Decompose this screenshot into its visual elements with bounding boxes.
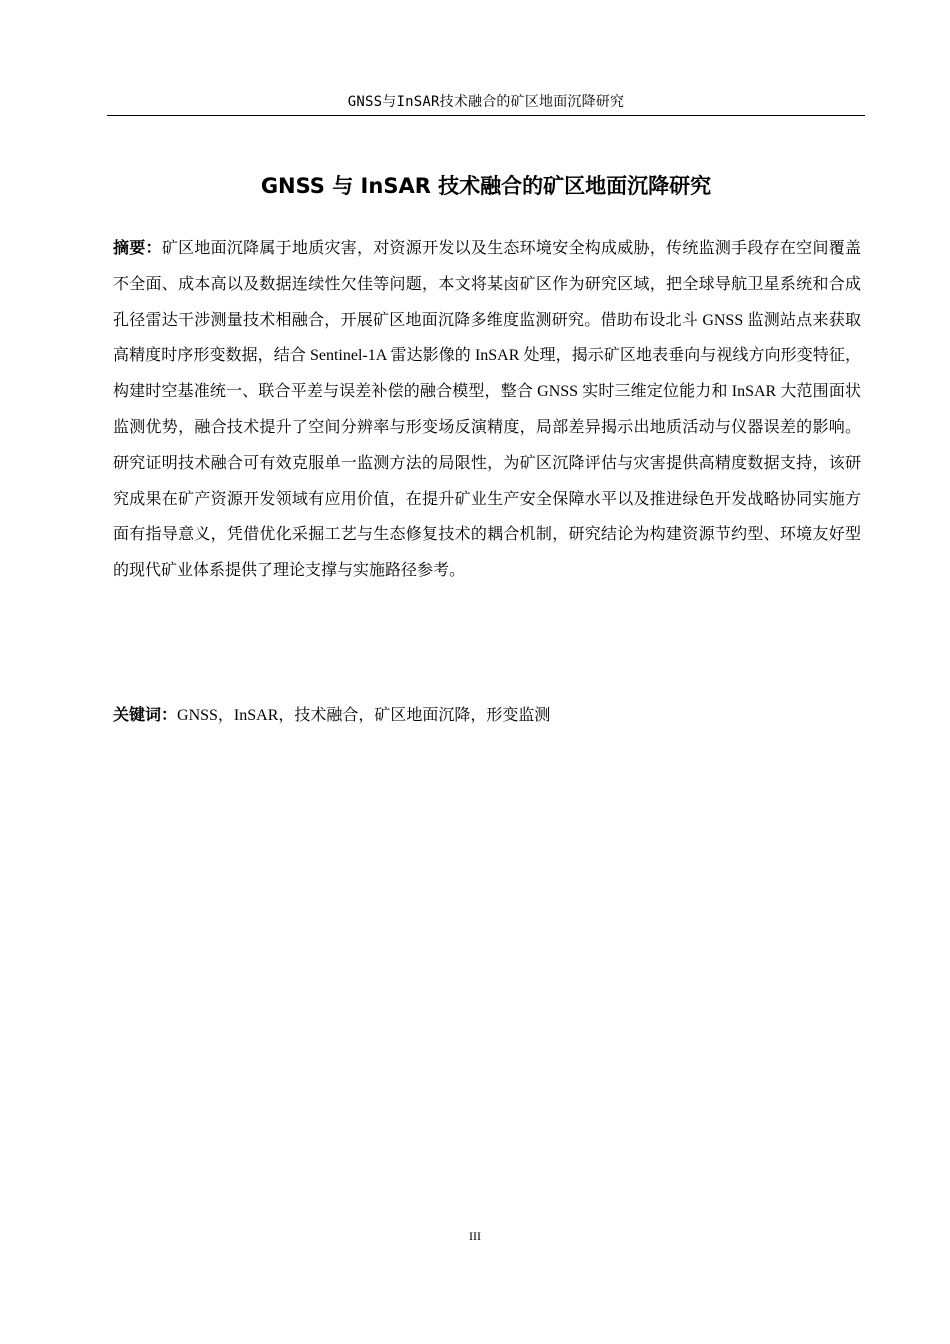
abstract-text: 矿区地面沉降属于地质灾害，对资源开发以及生态环境安全构成威胁，传统监测手段存在空间覆盖不全面、成本高以及数据连续性欠佳等问题，本文将某卤矿区作为研究区域，把全球导航卫星系统和合成孔径雷达干涉测量技术相融合，开展矿区地面沉降多维度监测研究。借助布设北斗 GNSS 监测站点来获取高精度时序形变数据，结合 Sentinel-1A 雷达影像的 InSAR 处理，揭示矿区地表垂向与视线方向形变特征，构建时空基准统一、联合平差与误差补偿的融合模型，整合 GNSS 实时三维定位能力和 InSAR 大范围面状监测优势，融合技术提升了空间分辨率与形变场反演精度，局部差异揭示出地质活动与仪器误差的影响。研究证明技术融合可有效克服单一监测方法的局限性，为矿区沉降评估与灾害提供高精度数据支持，该研究成果在矿产资源开发领域有应用价值，在提升矿业生产安全保障水平以及推进绿色开发战略协同实施方面有指导意义，凭借优化采掘工艺与生态修复技术的耦合机制，研究结论为构建资源节约型、环境友好型的现代矿业体系提供了理论支撑与实施路径参考。: [113, 240, 861, 580]
running-header: GNSS与InSAR技术融合的矿区地面沉降研究: [347, 94, 625, 110]
paper-title: GNSS 与 InSAR 技术融合的矿区地面沉降研究: [260, 174, 712, 198]
abstract: [113, 230, 861, 589]
page-number: III: [469, 1229, 481, 1243]
keywords: [113, 700, 861, 731]
abstract-label: 摘要：: [113, 238, 162, 257]
header-rule: [107, 115, 865, 116]
keywords-label: 关键词：: [113, 705, 178, 724]
keywords-text: GNSS，InSAR，技术融合，矿区地面沉降，形变监测: [177, 707, 551, 724]
